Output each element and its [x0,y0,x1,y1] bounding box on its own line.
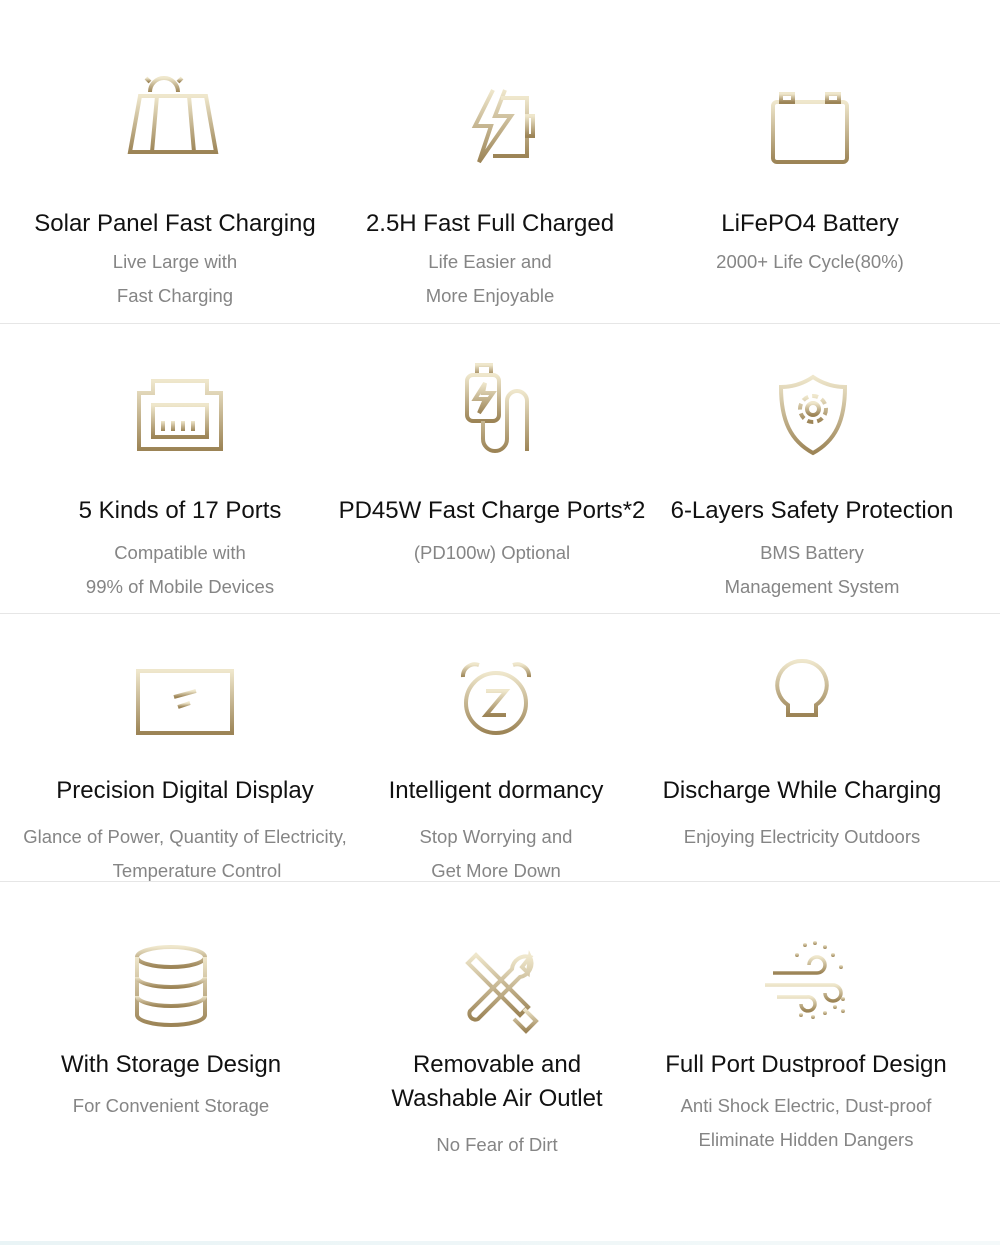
feature-subtitle-line-2: 99% of Mobile Devices [85,576,275,597]
feature-title: PD45W Fast Charge Ports*2 [338,497,646,524]
fast-charge-battery-icon [435,76,545,186]
feature-lifepo4-battery [645,0,975,323]
bottom-strip [0,1241,1000,1245]
ports-icon [125,359,235,469]
feature-subtitle-line-2: Fast Charging [116,285,234,306]
feature-subtitle-line-1: BMS Battery [760,542,864,563]
feature-subtitle-line-1: No Fear of Dirt [436,1134,558,1155]
feature-subtitle-line-1: For Convenient Storage [72,1095,270,1116]
feature-safety-protection [647,323,977,613]
feature-row-1 [0,0,1000,324]
feature-solar-panel [10,0,340,323]
feature-title: With Storage Design [60,1051,282,1078]
feature-digital-display [23,613,347,881]
display-icon [130,647,240,757]
feature-title-line-1: Removable and [412,1051,582,1078]
feature-pd45w-ports [327,323,657,613]
feature-row-4 [0,881,1000,1241]
feature-subtitle-line-1: Compatible with [114,542,246,563]
feature-title: Discharge While Charging [662,777,942,804]
tools-icon [442,935,552,1045]
feature-row-3 [0,613,1000,882]
feature-discharge-while-charging [637,613,967,881]
feature-storage-design [6,881,336,1241]
battery-icon [755,78,865,188]
feature-subtitle-line-1: Glance of Power, Quantity of Electricity, [23,826,347,847]
dust-wind-icon [751,933,861,1043]
feature-fast-full-charge [325,0,655,323]
feature-subtitle-line-2: Get More Down [431,860,561,881]
feature-title: Precision Digital Display [56,777,314,804]
feature-intelligent-dormancy [331,613,661,881]
feature-subtitle-line-1: (PD100w) Optional [413,542,571,563]
feature-title-line-2: Washable Air Outlet [391,1085,603,1112]
feature-dustproof-design [641,881,971,1241]
feature-subtitle-line-1: Anti Shock Electric, Dust-proof [680,1095,932,1116]
feature-title: Solar Panel Fast Charging [34,210,316,237]
feature-title: Full Port Dustproof Design [665,1051,947,1078]
shield-gear-icon [757,361,867,471]
sleep-clock-icon [441,649,551,759]
feature-subtitle-line-1: Life Easier and [428,251,552,272]
feature-washable-air-outlet [332,881,662,1241]
feature-title: LiFePO4 Battery [721,210,899,237]
feature-title: 6-Layers Safety Protection [670,497,954,524]
feature-row-2 [0,323,1000,614]
feature-subtitle-line-1: Live Large with [112,251,238,272]
charge-plug-icon [437,361,547,471]
feature-subtitle-line-1: 2000+ Life Cycle(80%) [716,251,904,272]
solar-panel-icon [120,68,230,178]
feature-title: 2.5H Fast Full Charged [365,210,615,237]
feature-title: Intelligent dormancy [388,777,604,804]
light-bulb-icon [747,649,857,759]
feature-subtitle-line-2: Eliminate Hidden Dangers [698,1129,914,1150]
feature-ports [15,323,345,613]
feature-subtitle-line-2: Management System [724,576,900,597]
storage-icon [116,933,226,1043]
feature-subtitle-line-2: More Enjoyable [425,285,555,306]
feature-subtitle-line-1: Stop Worrying and [419,826,573,847]
feature-subtitle-line-1: Enjoying Electricity Outdoors [683,826,921,847]
feature-subtitle-line-2: Temperature Control [112,860,282,881]
feature-title: 5 Kinds of 17 Ports [78,497,282,524]
